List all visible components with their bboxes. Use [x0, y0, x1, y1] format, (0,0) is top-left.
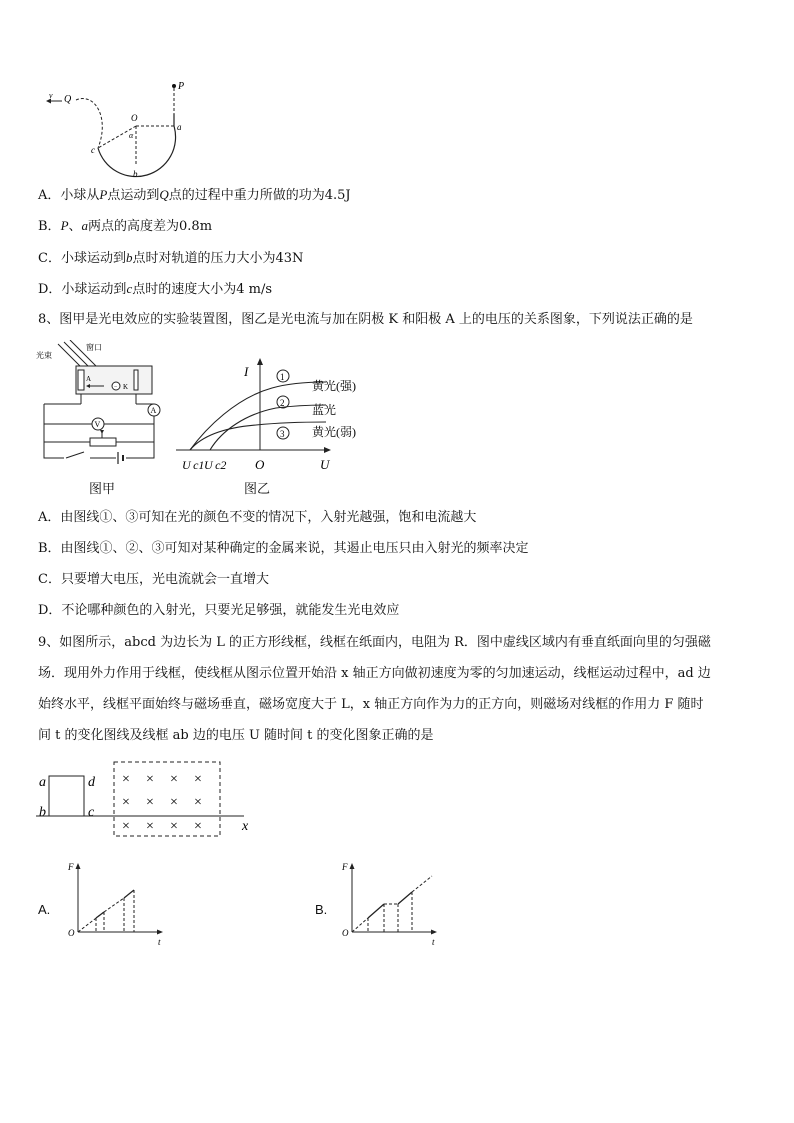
- field-cross: ×: [146, 772, 154, 787]
- option-text: 点的过程中重力所做的功为4.5J: [168, 188, 351, 203]
- label-b: b: [133, 169, 138, 179]
- var: P: [60, 218, 69, 233]
- corner-label-a: a: [39, 775, 46, 790]
- q9-stem-line-4: 间 t 的变化图线及线框 ab 边的电压 U 随时间 t 的变化图象正确的是: [38, 728, 434, 743]
- axis-label-I: I: [244, 364, 249, 379]
- minus-sign: −: [114, 384, 118, 391]
- corner-label-c: c: [88, 805, 95, 820]
- square-coil: [49, 776, 84, 816]
- origin-label: O: [342, 928, 349, 938]
- label-uc1: U c1: [182, 458, 205, 472]
- field-cross: ×: [194, 819, 202, 834]
- field-cross: ×: [122, 772, 130, 787]
- label-light-beam: 光束: [36, 351, 52, 360]
- wire: [44, 404, 154, 458]
- var: Q: [159, 187, 169, 202]
- option-text: 点运动到: [107, 188, 160, 203]
- t-axis-arrow: [157, 930, 163, 935]
- label-a: a: [177, 122, 182, 132]
- corner-label-d: d: [88, 775, 95, 790]
- graph-solid-segment: [96, 912, 104, 918]
- graph-solid-segment: [398, 892, 412, 904]
- axis-label-t: t: [432, 937, 435, 947]
- curve-yellow-strong: [190, 382, 326, 450]
- caption-figure-jia: 图甲: [89, 482, 116, 497]
- var: b: [125, 250, 133, 265]
- option-text: B．: [38, 219, 61, 234]
- field-cross: ×: [170, 795, 178, 810]
- label-cathode: K: [123, 383, 129, 391]
- axis-label-F: F: [342, 862, 348, 872]
- curve-number-3: 3: [280, 429, 285, 439]
- axis-label-U: U: [320, 457, 330, 472]
- q9-stem-line-1: 9、如图所示，abcd 为边长为 L 的正方形线框，线框在纸面内，电阻为 R．图中虚线区域内有垂直纸面向里的匀强磁: [38, 635, 711, 650]
- option-text: C．小球运动到: [38, 251, 126, 266]
- field-cross: ×: [194, 772, 202, 787]
- photoelectric-apparatus-figure: [36, 340, 166, 470]
- q7-option-d: [38, 280, 272, 299]
- label-window: 窗口: [86, 343, 102, 352]
- curve-label-blue: 蓝光: [312, 403, 337, 417]
- graph-dashed-line: [352, 918, 368, 932]
- var: c: [126, 281, 133, 296]
- origin-label: O: [255, 457, 265, 472]
- graph-dashed-line: [104, 898, 124, 912]
- option-text: 点时对轨道的压力大小为43N: [132, 251, 304, 266]
- q8-option-d: D．不论哪种颜色的入射光，只要光足够强，就能发生光电效应: [38, 603, 400, 618]
- field-cross: ×: [122, 795, 130, 810]
- u-axis-arrow: [324, 447, 331, 453]
- option-text: D．小球运动到: [38, 282, 127, 297]
- q8-option-a: A．由图线①、③可知在光的颜色不变的情况下，入射光越强，饱和电流越大: [38, 510, 477, 525]
- field-cross: ×: [170, 772, 178, 787]
- var: a: [81, 218, 89, 233]
- graph-dashed-line: [412, 876, 432, 892]
- q9-option-a-label: A.: [38, 902, 51, 917]
- option-text: 、: [68, 219, 82, 234]
- magnetic-field-figure: [36, 760, 258, 840]
- q8-option-b: B．由图线①、②、③可知对某种确定的金属来说，其遏止电压只由入射光的频率决定: [38, 541, 529, 556]
- label-alpha: α: [129, 131, 134, 140]
- anode-plate: [78, 370, 84, 390]
- curve-number-2: 2: [280, 398, 285, 408]
- i-axis-arrow: [257, 358, 263, 365]
- q8-stem: 8、图甲是光电效应的实验装置图，图乙是光电流与加在阴极 K 和阳极 A 上的电压的关系图象，下列说法正确的是: [38, 312, 693, 327]
- option-text: 点时的速度大小为4 m/s: [132, 282, 273, 297]
- f-axis-arrow: [76, 863, 81, 869]
- t-axis-arrow: [431, 930, 437, 935]
- q7-option-b: [38, 217, 212, 236]
- label-Q: Q: [64, 94, 72, 105]
- caption-figure-yi: 图乙: [244, 482, 271, 497]
- graph-solid-segment: [124, 890, 134, 898]
- q9-stem-line-2: 场．现用外力作用于线框，使线框从图示位置开始沿 x 轴正方向做初速度为零的匀加速运动，线框运动过程中，ad 边: [38, 666, 711, 681]
- graph-solid-segment: [368, 904, 384, 918]
- axis-label-F: F: [68, 862, 74, 872]
- curve-label-yellow-weak: 黄光(弱): [312, 425, 356, 439]
- iu-graph-figure: [176, 358, 366, 476]
- curve-number-1: 1: [280, 372, 285, 382]
- axis-label-t: t: [158, 937, 161, 947]
- var: P: [99, 187, 108, 202]
- q8-option-c: C．只要增大电压，光电流就会一直增大: [38, 572, 269, 587]
- origin-label: O: [68, 928, 75, 938]
- cathode-plate: [134, 370, 138, 390]
- q-trajectory: [76, 99, 102, 148]
- label-anode: A: [86, 375, 92, 383]
- label-c: c: [91, 145, 95, 155]
- label-O: O: [131, 113, 138, 123]
- rheostat-icon: [90, 438, 116, 446]
- q9-option-b-label: B.: [315, 902, 328, 917]
- f-axis-arrow: [350, 863, 355, 869]
- field-cross: ×: [170, 819, 178, 834]
- q9-stem-line-3: 始终水平，线框平面始终与磁场垂直，磁场宽度大于 L，x 轴正方向作为力的正方向，则磁场对线框的作用力 F 随时: [38, 697, 704, 712]
- label-v: v: [49, 91, 53, 100]
- label-voltmeter: V: [94, 420, 101, 429]
- switch-gap: [64, 454, 90, 462]
- field-crosses: [122, 772, 202, 834]
- field-cross: ×: [122, 819, 130, 834]
- corner-label-b: b: [39, 805, 46, 820]
- q7-option-c: [38, 249, 303, 268]
- q9-option-a-graph: [64, 856, 172, 948]
- field-cross: ×: [146, 819, 154, 834]
- option-text: 两点的高度差为0.8m: [88, 219, 213, 234]
- x-axis-label: x: [242, 819, 249, 834]
- curve-label-yellow-strong: 黄光(强): [312, 379, 356, 393]
- q7-track-figure: [40, 78, 200, 182]
- label-ammeter: A: [150, 406, 157, 415]
- circular-track: [98, 114, 176, 177]
- q9-option-b-graph: [338, 856, 446, 948]
- point-P: [172, 84, 176, 88]
- field-cross: ×: [194, 795, 202, 810]
- q7-option-a: [38, 186, 351, 205]
- field-cross: ×: [146, 795, 154, 810]
- label-P: P: [178, 81, 185, 92]
- option-text: A．小球从: [38, 188, 100, 203]
- label-uc2: U c2: [204, 458, 227, 472]
